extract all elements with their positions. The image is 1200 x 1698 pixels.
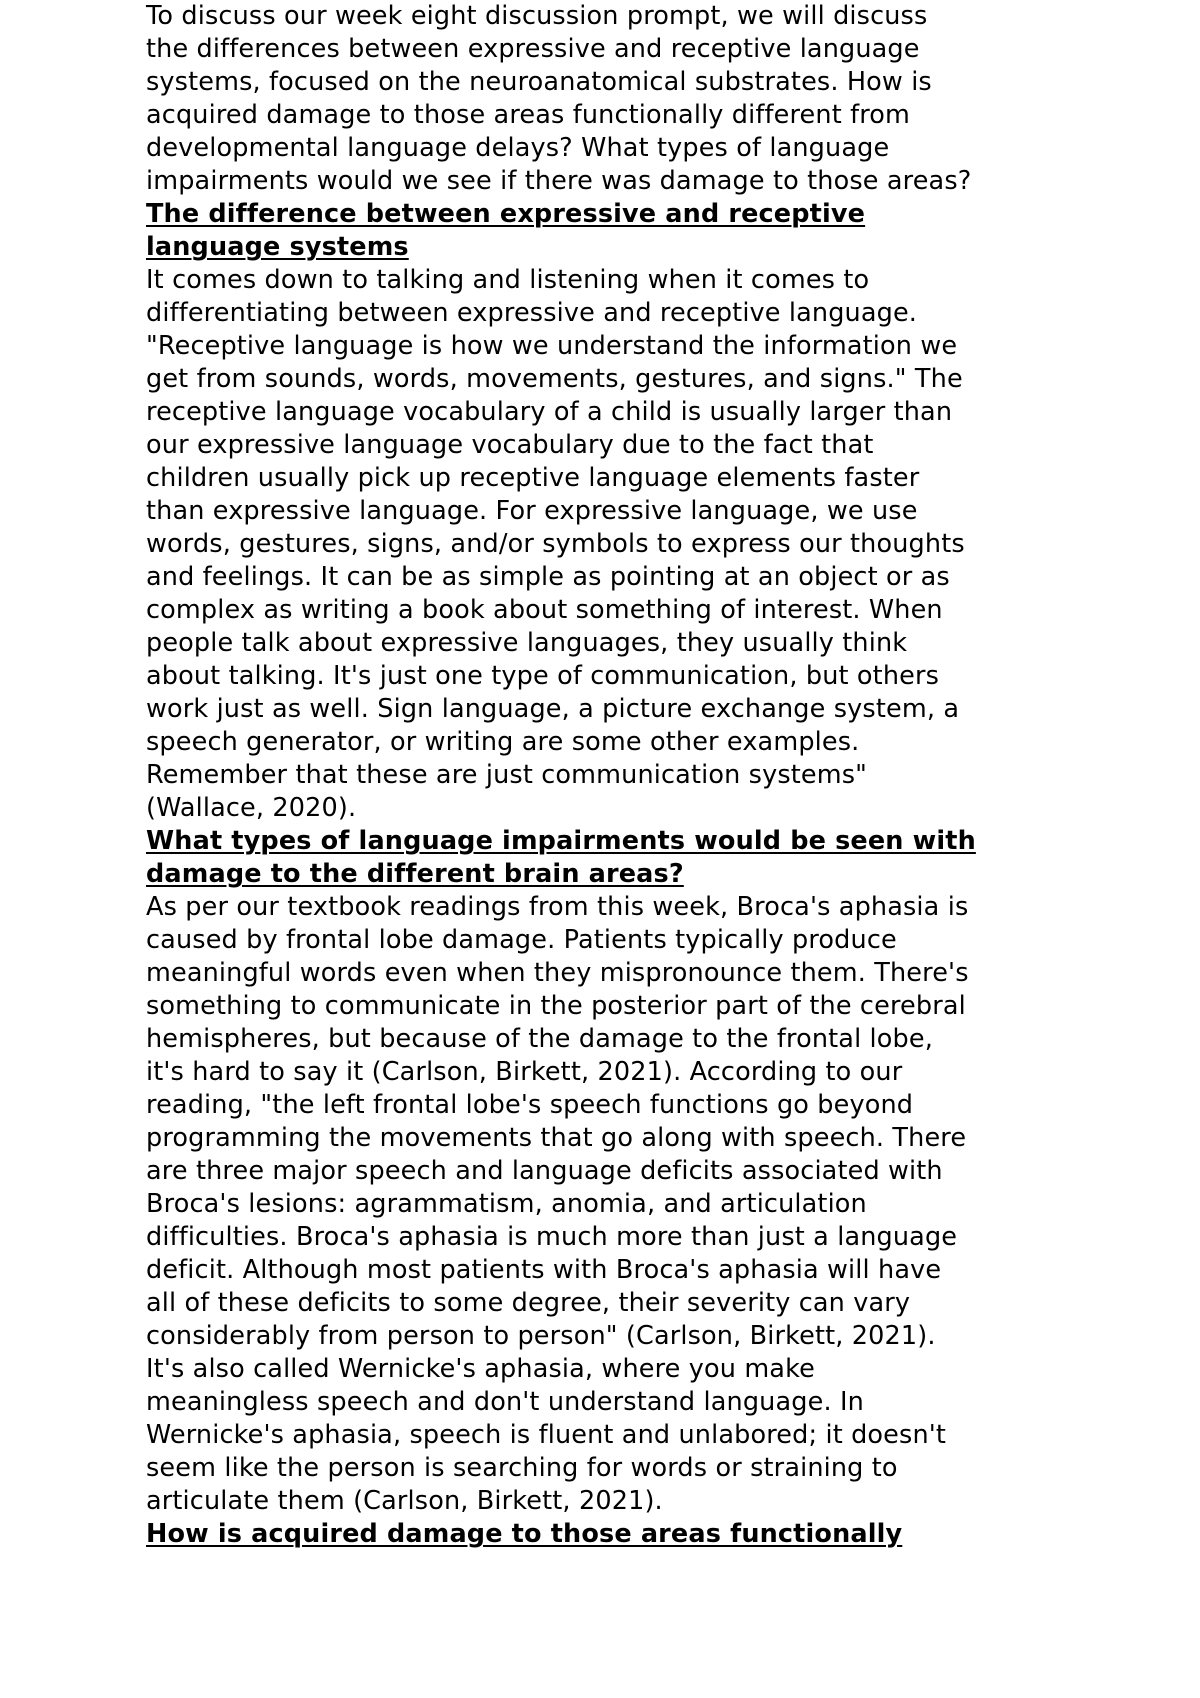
heading-acquired-damage: How is acquired damage to those areas functionally (146, 1519, 903, 1549)
document-page (146, 0, 1076, 1551)
paragraph-aphasia: As per our textbook readings from this week, Broca's aphasia is caused by frontal lobe damage. Patients typically produce meaningful words even when they mispronounce them. There's something to communicate in the posterior part of the cerebral hemispheres, but because of the damage to the frontal lobe, it's hard to say it (Carlson, Birkett, 2021). According to our reading, "the left frontal lobe's speech functions go beyond programming the movements that go along with speech. There are three major speech and language deficits associated with Broca's lesions: agrammatism, anomia, and articulation difficulties. Broca's aphasia is much more than just a language deficit. Although most patients with Broca's aphasia will have all of these deficits to some degree, their severity can vary considerably from person to person" (Carlson, Birkett, 2021). It's also called Wernicke's aphasia, where you make meaningless speech and don't understand language. In Wernicke's aphasia, speech is fluent and unlabored; it doesn't seem like the person is searching for words or straining to articulate them (Carlson, Birkett, 2021). (146, 892, 969, 1516)
heading-expressive-receptive: The difference between expressive and receptive language systems (146, 199, 866, 262)
heading-language-impairments: What types of language impairments would be seen with damage to the different brain areas? (146, 826, 976, 889)
paragraph-expressive-receptive: It comes down to talking and listening when it comes to differentiating between expressive and receptive language. "Receptive language is how we understand the information we get from sounds, words, movements, gestures, and signs." The receptive language vocabulary of a child is usually larger than our expressive language vocabulary due to the fact that children usually pick up receptive language elements faster than expressive language. For expressive language, we use words, gestures, signs, and/or symbols to express our thoughts and feelings. It can be as simple as pointing at an object or as complex as writing a book about something of interest. When people talk about expressive languages, they usually think about talking. It's just one type of communication, but others work just as well. Sign language, a picture exchange system, a speech generator, or writing are some other examples. Remember that these are just communication systems" (Wallace, 2020). (146, 265, 965, 823)
intro-paragraph: To discuss our week eight discussion prompt, we will discuss the differences between expressive and receptive language systems, focused on the neuroanatomical substrates. How is acquired damage to those areas functionally different from developmental language delays? What types of language impairments would we see if there was damage to those areas? (146, 1, 972, 196)
